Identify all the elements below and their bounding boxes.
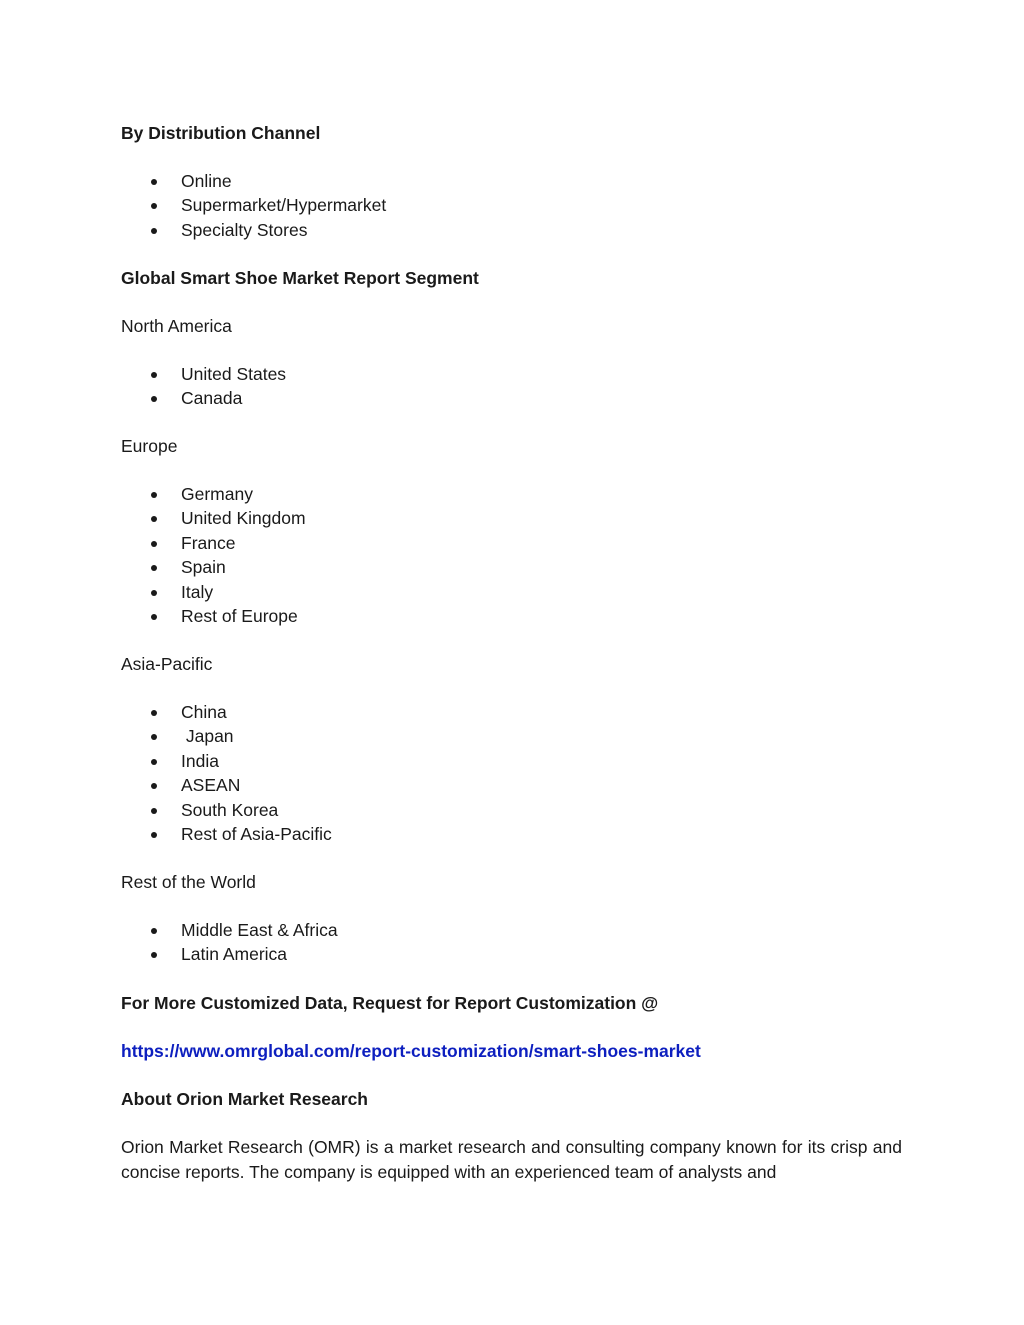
- list-item: South Korea: [0, 798, 1024, 822]
- list-item: Specialty Stores: [0, 218, 1024, 242]
- region-rest-of-world: Rest of the World: [121, 872, 256, 892]
- list-item: Middle East & Africa: [0, 918, 1024, 942]
- region-asia-pacific: Asia-Pacific: [121, 654, 213, 674]
- list-item: Rest of Europe: [0, 604, 1024, 628]
- list-item: United States: [0, 362, 1024, 386]
- about-heading: About Orion Market Research: [121, 1089, 368, 1109]
- asia-pacific-list: [0, 700, 1024, 846]
- list-item: China: [0, 700, 1024, 724]
- list-item: France: [0, 531, 1024, 555]
- list-item: Supermarket/Hypermarket: [0, 193, 1024, 217]
- list-item: Japan: [0, 724, 1024, 748]
- list-item: ASEAN: [0, 773, 1024, 797]
- list-item: Germany: [0, 482, 1024, 506]
- distribution-heading: By Distribution Channel: [121, 123, 321, 143]
- list-item: Online: [0, 169, 1024, 193]
- list-item: United Kingdom: [0, 506, 1024, 530]
- about-paragraph: Orion Market Research (OMR) is a market research and consulting company known for its crisp and concise reports. The company is equipped with an experienced team of analysts and: [121, 1137, 902, 1182]
- customization-link[interactable]: https://www.omrglobal.com/report-customization/smart-shoes-market: [121, 1041, 701, 1061]
- rest-of-world-list: [0, 918, 1024, 967]
- segment-heading: Global Smart Shoe Market Report Segment: [121, 268, 479, 288]
- europe-list: [0, 482, 1024, 628]
- list-item: Spain: [0, 555, 1024, 579]
- list-item: Canada: [0, 386, 1024, 410]
- list-item: Latin America: [0, 942, 1024, 966]
- region-north-america: North America: [121, 316, 232, 336]
- list-item: Rest of Asia-Pacific: [0, 822, 1024, 846]
- distribution-list: [0, 169, 1024, 242]
- customization-heading: For More Customized Data, Request for Report Customization @: [121, 993, 659, 1013]
- region-europe: Europe: [121, 436, 178, 456]
- list-item: Italy: [0, 580, 1024, 604]
- north-america-list: [0, 362, 1024, 411]
- list-item: India: [0, 749, 1024, 773]
